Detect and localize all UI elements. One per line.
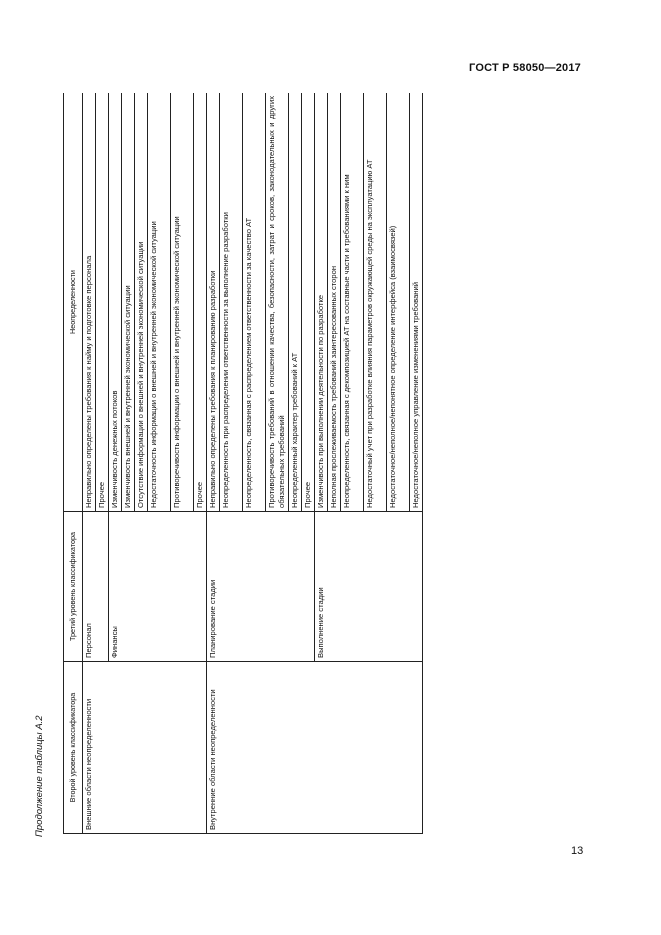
cell-uncertainty: Неопределенность, связанная с распределением ответственности за качество АТ (243, 93, 266, 512)
cell-level2: Внешние области неопределенности (83, 662, 207, 834)
column-header-uncertainty: Неопределенности (64, 93, 83, 512)
cell-uncertainty: Противоречивость информации о внешней и внутренней экономической ситуации (171, 93, 194, 512)
cell-uncertainty: Недостаточное/неполное управление изменениями требований (410, 93, 423, 512)
cell-uncertainty: Недостаточный учет при разработке влияния параметров окружающей среды на эксплуатацию АТ (364, 93, 387, 512)
cell-uncertainty: Изменчивость при выполнении деятельности по разработке (315, 93, 328, 512)
cell-uncertainty: Прочее (96, 93, 109, 512)
cell-level3: Планирование стадии (207, 512, 315, 662)
table-caption: Продолжение таблицы А.2 (34, 715, 45, 837)
cell-level2: Внутренние области неопределенности (207, 662, 423, 834)
cell-level3: Финансы (109, 512, 207, 662)
cell-level3: Выполнение стадии (315, 512, 423, 662)
table-row (207, 93, 220, 834)
cell-uncertainty: Отсутствие информации о внешней и внутренней экономической ситуации (135, 93, 148, 512)
page-number: 13 (571, 845, 584, 857)
classifier-table (63, 93, 423, 834)
table-area (63, 93, 583, 834)
document-code: ГОСТ Р 58050—2017 (469, 62, 581, 74)
cell-uncertainty: Прочее (194, 93, 207, 512)
cell-uncertainty: Противоречивость требований в отношении качества, безопасности, затрат и сроков, законодательных и других обязательных требований (266, 93, 289, 512)
cell-uncertainty: Недостаточное/неполное/непонятное определение интерфейса (взаимосвязей) (387, 93, 410, 512)
cell-uncertainty: Прочее (302, 93, 315, 512)
cell-uncertainty: Неопределенный характер требований к АТ (289, 93, 302, 512)
cell-uncertainty: Неполная прослеживаемость требований заинтересованных сторон (328, 93, 341, 512)
cell-uncertainty: Изменчивость внешней и внутренней экономической ситуации (122, 93, 135, 512)
cell-uncertainty: Неопределенность при распределении ответственности за выполнение разработки (220, 93, 243, 512)
cell-uncertainty: Изменчивость денежных потоков (109, 93, 122, 512)
column-header-level3: Третий уровень классификатора (64, 512, 83, 662)
cell-level3: Персонал (83, 512, 109, 662)
cell-uncertainty: Неправильно определены требования к планированию разработки (207, 93, 220, 512)
column-header-level2: Второй уровень классификатора (64, 662, 83, 834)
table-row (83, 93, 96, 834)
cell-uncertainty: Недостаточность информации о внешней и внутренней экономической ситуации (148, 93, 171, 512)
cell-uncertainty: Неопределенность, связанная с декомпозицией АТ на составные части и требованиями к ним (341, 93, 364, 512)
cell-uncertainty: Неправильно определены требования к найму и подготовке персонала (83, 93, 96, 512)
